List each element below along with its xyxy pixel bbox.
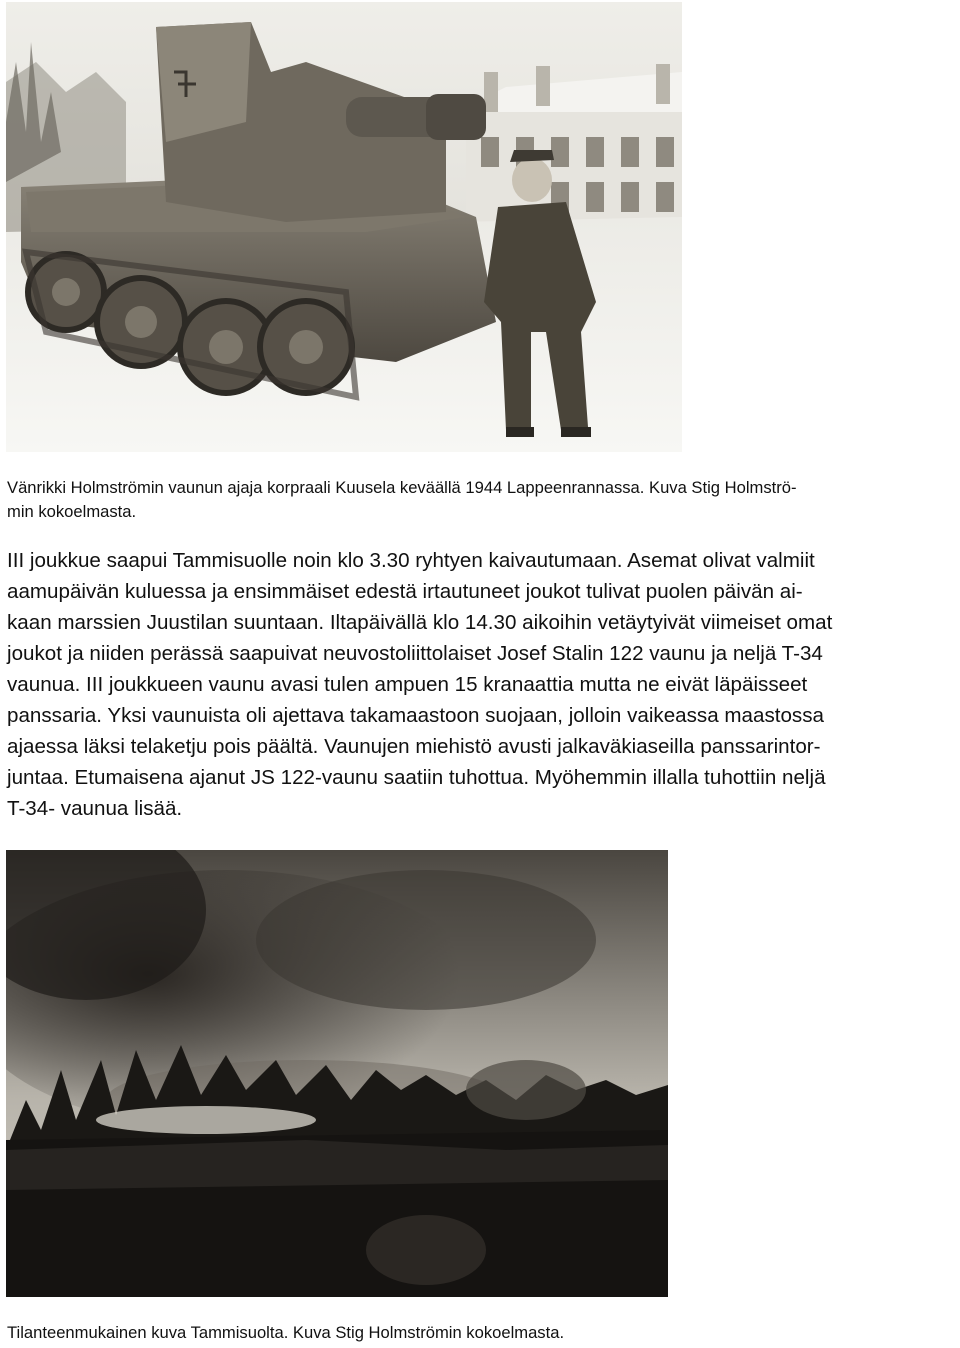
body-line: ajaessa läksi telaketju pois päältä. Vaunujen miehistö avusti jalkaväkiaseilla panssarintor-: [7, 735, 821, 758]
caption-2-line-1: Tilanteenmukainen kuva Tammisuolta. Kuva Stig Holmströmin kokoelmasta.: [7, 1323, 565, 1342]
photo-battle-smoke-drawing: [6, 850, 668, 1297]
body-line: panssaria. Yksi vaunuista oli ajettava takamaastoon suojaan, jolloin vaikeassa maastossa: [7, 704, 824, 727]
caption-photo-2: [7, 1321, 955, 1345]
caption-1-line-1: Vänrikki Holmströmin vaunun ajaja korpraali Kuusela keväällä 1944 Lappeenrannassa. Kuva Stig Holmströ-: [7, 478, 797, 497]
photo-assault-gun-soldier: [6, 2, 682, 452]
body-line: joukot ja niiden perässä saapuivat neuvostoliittolaiset Josef Stalin 122 vaunu ja neljä T-34: [7, 642, 823, 665]
photo-assault-gun-drawing: [6, 2, 682, 452]
body-line: vaunua. III joukkueen vaunu avasi tulen ampuen 15 kranaattia mutta ne eivät läpäisseet: [7, 673, 808, 696]
photo-battle-smoke: [6, 850, 668, 1297]
body-paragraph: [7, 545, 957, 824]
body-line: kaan marssien Juustilan suuntaan. Iltapäivällä klo 14.30 aikoihin vetäytyivät viimeiset omat: [7, 611, 833, 634]
caption-1-line-2: min kokoelmasta.: [7, 502, 137, 521]
body-line: T-34- vaunua lisää.: [7, 797, 183, 820]
body-line: aamupäivän kuluessa ja ensimmäiset edestä irtautuneet joukot tulivat puolen päivän ai-: [7, 580, 803, 603]
body-line: juntaa. Etumaisena ajanut JS 122-vaunu saatiin tuhottua. Myöhemmin illalla tuhottiin neljä: [7, 766, 826, 789]
body-line: III joukkue saapui Tammisuolle noin klo 3.30 ryhtyen kaivautumaan. Asemat olivat valmiit: [7, 549, 815, 572]
caption-photo-1: [7, 476, 955, 524]
